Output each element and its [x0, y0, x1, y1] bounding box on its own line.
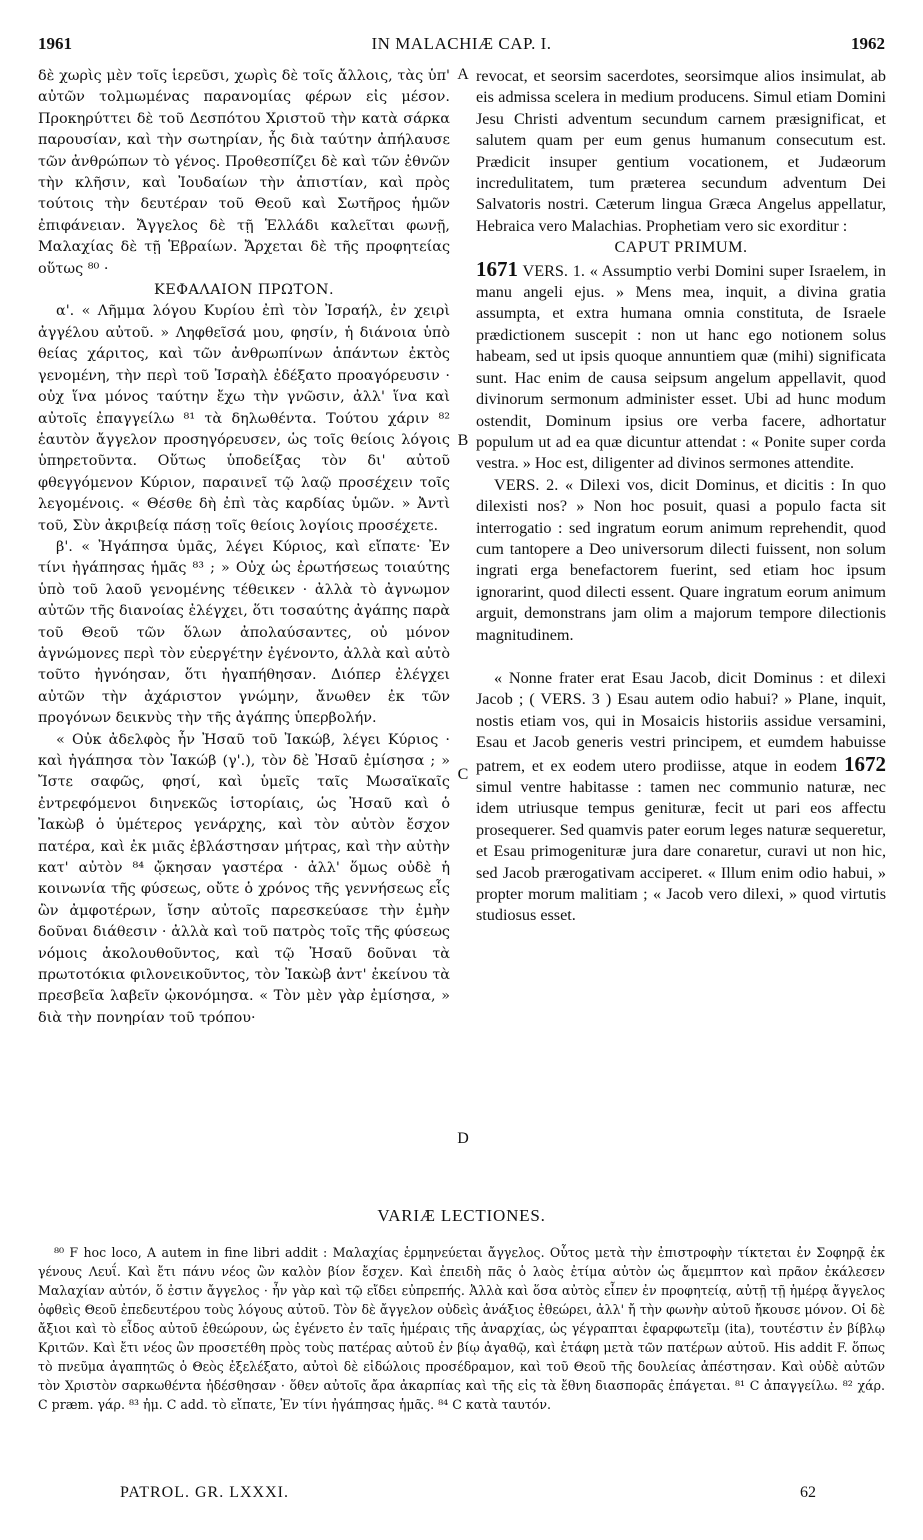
greek-column — [38, 66, 450, 1181]
latin-verse-2-text: « Dilexi vos, dicit Dominus, et dicitis : In quo dilexisti nos? » Non hoc posuit, quasi a populo facta sit interrogatio : sed ingratum eorum animum reprehendit, quod cum tantopere a Deo universorum dilecti fuissent, non solum ingrati erga benefactorem fuerint, sed etiam hoc ipsum ignorarint, quod dilecti essent. Quare ingratum eorum animum arguit, demonstrans jam olim a majorum tempore dilectionis magnitudinem. — [476, 475, 886, 644]
column-number-1671: 1671 — [476, 256, 518, 281]
page-number-left: 1961 — [38, 34, 72, 53]
greek-chapter-heading: ΚΕΦΑΛΑΙΟΝ ΠΡΩΤΟΝ. — [153, 282, 335, 299]
greek-paragraph-verse-3: « Οὐκ ἀδελφὸς ἦν Ἠσαῦ τοῦ Ἰακώβ, λέγει Κύριος · καὶ ἠγάπησα τὸν Ἰακώβ (γ'.), τὸν δὲ Ἠσαῦ ἐμίσησα ; » Ἴστε σαφῶς, φησί, καὶ ὑμεῖς ταῖς Μωσαϊκαῖς ἐντρεφόμενοι διηνεκῶς ἱστορίαις, ὡς Ἠσαῦ καὶ ὁ Ἰακὼβ ὁ ὑμέτερος γενάρχης, καὶ τὸν αὐτὸν ἔσχον πατέρα, καὶ ἐκ μιᾶς ἐβλάστησαν μήτρας, καὶ τὴν αὐτὴν κατ' αὐτὸν ⁸⁴ ᾤκησαν γαστέρα · ἀλλ' ὅμως οὐδὲ ἡ κοινωνία τῆς φύσεως, οὔτε ὁ χρόνος τῆς γεννήσεως εἷς ὢν ἀμφοτέρων, ἴσην αὐτοῖς παρεσκεύασε τὴν ἐμὴν δοῦναι διάθεσιν · ἀλλὰ καὶ τοῦ πατρὸς τοῖς τῆς φύσεως νόμοις ἀκολουθοῦντος, καὶ τῷ Ἠσαῦ δοῦναι τὰ πρωτοτόκια φιλονεικοῦντος, τὸν Ἰακὼβ ἀντ' ἐκείνου τὰ πρεσβεῖα λαβεῖν ᾠκονόμησα. « Τὸν μὲν γὰρ ἐμίσησα, » διὰ τὴν πονηρίαν τοῦ τρόπου· — [38, 731, 450, 1026]
variant-readings-notes — [38, 1243, 885, 1463]
latin-column — [476, 66, 886, 1181]
marker-b: B — [457, 432, 469, 449]
latin-paragraph-verse-1 — [476, 256, 886, 475]
marker-c: C — [457, 766, 469, 783]
marker-d: D — [457, 1130, 469, 1147]
latin-paragraph-intro: revocat, et seorsim sacerdotes, seorsimque alios insimulat, ab eis admissa scelera in medium producens. Simul etiam Domini Jesu Christi adventum secundum carnem præsignificat, et salutem quam per eum genus humanum consecutum est. Prædicit insuper gentium vocationem, et Judæorum incredulitatem, tum præterea secundum adventum Dei Salvatoris nostri. Cæterum lingua Græca Angelus appellatur, Hebraica vero Malachias. Prophetiam vero sic exorditur : — [476, 67, 886, 235]
latin-verse-3-text-a: « Nonne frater erat Esau Jacob, dicit Dominus : et dilexi Jacob ; ( VERS. 3 ) Esau autem odio habui? » Plane, inquit, nostis etiam vos, qui in Mosaicis historiis assidue versamini, Esau et Jacob generis vestri principem, et eumdem habuisse patrem, et ex eodem utero prodiisse, atque in eodem — [476, 668, 886, 775]
greek-paragraph-verse-1: α'. « Λῆμμα λόγου Κυρίου ἐπὶ τὸν Ἰσραήλ, ἐν χειρὶ ἀγγέλου αὐτοῦ. » Ληφθεῖσά μου, φησίν, ἡ διάνοια ὑπὸ θείας χάριτος, καὶ τῶν ἀνθρωπίνων ἁπάντων ἐκτὸς γενομένη, τὴν περὶ τοῦ Ἰσραὴλ ἐδέξατο προαγόρευσιν · οὐχ ἵνα μόνος ταύτην ἔχω τὴν γνῶσιν, ἀλλ' ἵνα καὶ αὐτοῖς ἐπαγγείλω ⁸¹ τὰ δηλωθέντα. Τούτου χάριν ⁸² ἑαυτὸν ἄγγελον προσηγόρευσεν, ὡς τοῖς θείοις λόγοις ὑπηρετοῦντα. Οὕτως ὑποδείξας τὸν δι' αὐτοῦ φθεγγόμενον Κύριον, παραινεῖ τῷ λαῷ προσέχειν τοῖς λεγομένοις. « Θέσθε δὴ ἐπὶ τὰς καρδίας ὑμῶν. » Ἀντὶ τοῦ, Σὺν ἀκριβείᾳ πάσῃ τοῖς θείοις λογίοις προσέχετε. — [38, 303, 450, 534]
verse-label-1: VERS. 1. — [522, 261, 585, 280]
latin-chapter-heading: CAPUT PRIMUM. — [614, 238, 748, 257]
marker-a: A — [457, 66, 469, 83]
column-number-1672: 1672 — [844, 751, 886, 776]
page-header — [38, 34, 885, 56]
greek-paragraph-intro: δὲ χωρὶς μὲν τοῖς ἱερεῦσι, χωρὶς δὲ τοῖς ἄλλοις, τὰς ὑπ' αὐτῶν τολμωμένας παρανομίας φέρων εἰς μέσον. Προκηρύττει δὲ τοῦ Δεσπότου Χριστοῦ τὴν κατὰ σάρκα παρουσίαν, καὶ τὴν σωτηρίαν, ἧς διὰ ταύτην ἀπήλαυσε τῶν ἀνθρώπων τὸ γένος. Προθεσπίζει δὲ καὶ τῶν ἐθνῶν τὴν κλῆσιν, καὶ Ἰουδαίων τὴν ἀπιστίαν, καὶ πρὸς τούτοις τὴν δευτέραν τοῦ Θεοῦ καὶ Σωτῆρος ἡμῶν ἐπιφάνειαν. Ἄγγελος δὲ τῇ Ἑλλάδι καλεῖται φωνῇ, Μαλαχίας δὲ τῇ Ἑβραίων. Ἄρχεται δὲ τῆς προφητείας οὕτως ⁸⁰ · — [38, 68, 450, 277]
latin-verse-3-text-b: simul ventre habitasse : tamen nec communio naturæ, nec idem utriusque tempus genituræ, fecit ut pari eos affectu prosequerer. Sed quamvis pater eorum leges naturæ sequeretur, et Esau primogenituræ jura dare conaretur, curavi ut non hic, sed Jacob prærogativam acciperet. « Illum enim odio habui, » propter morum malitiam ; « Jacob vero dilexi, » quod virtutis studiosus esset. — [476, 778, 886, 925]
running-title: IN MALACHIÆ CAP. I. — [371, 34, 552, 53]
signature-number: 62 — [800, 1484, 816, 1501]
page-footer — [38, 1484, 885, 1506]
variae-lectiones-title: VARIÆ LECTIONES. — [377, 1206, 546, 1225]
latin-paragraph-verse-3 — [476, 668, 886, 927]
latin-verse-1-text: « Assumptio verbi Domini super Israelem, in manu angeli ejus. » Mens mea, inquit, a divina gratia assumpta, et extra humana omnia constituta, de Israele prædictionem suscepit : non ut hanc ego notionem solus habeam, sed ut ipsis quoque annuntiem quæ (mihi) significata sunt. Hac enim de causa seipsum angelum appellavit, quod divinorum sermonum administer esset. Ubi ad hunc modum ostendit, Dominum ipsius ore verba facere, adhortatur populum ut ad ea quæ dicuntur attendat : « Ponite super corda vestra. » Hoc est, diligenter ad divinos sermones attendite. — [476, 261, 886, 473]
series-signature: PATROL. GR. LXXXI. — [120, 1484, 289, 1501]
page-number-right: 1962 — [851, 34, 885, 53]
notes-text: ⁸⁰ F hoc loco, A autem in fine libri addit : Μαλαχίας ἑρμηνεύεται ἄγγελος. Οὗτος μετὰ τὴν ἐπιστροφὴν τίκτεται ἐν Σοφηρᾷ ἐκ γένους Λευΐ. Καὶ ἔτι πάνυ νέος ὢν καλὸν βίον ἔσχεν. Καὶ ἐπειδὴ πᾶς ὁ λαὸς ἐτίμα αὐτὸν ὡς ἄμεμπτον καὶ πρᾶον ἐκάλεσεν Μαλαχίαν αὐτόν, ὅ ἐστιν ἄγγελος · ἦν γὰρ καὶ τῷ εἴδει εὐπρεπής. Ἀλλὰ καὶ ὅσα αὐτὸς εἶπεν ἐν προφητείᾳ, αὐτῇ τῇ ἡμέρᾳ ἄγγελος ὀφθεὶς Θεοῦ ἐπεδευτέρου τοὺς λόγους αὐτοῦ. Τὸν δὲ ἄγγελον οὐδεὶς ἀνάξιος ἐθεώρει, ἀλλ' ἤ τὴν φωνὴν αὐτοῦ ἤκουσε μόνον. Οἱ δὲ ἄξιοι καὶ τὸ εἶδος αὐτοῦ ἐθεώρουν, ὡς ἐγένετο ἐν ταῖς ἡμέραις τῆς ἀναρχίας, ὡς γέγραπται ἐφαρφωτεῖμ (ita), τουτέστιν ἐν βίβλῳ Κριτῶν. Καὶ ἔτι νέος ὢν προσετέθη πρὸς τοὺς πατέρας αὐτοῦ ἐν βίῳ ἀγαθῷ, καὶ ἐτάφη μετὰ τῶν πατέρων αὐτοῦ. His addit F. ὅπως τὸ πνεῦμα ἀγαπητῶς ὁ Θεὸς ἐξελέξατο, αὐτοὶ δὲ εἰδώλοις προσέδραμον, καὶ τοῦ Θεοῦ τῆς δουλείας ἀπέστησαν. Καὶ οὐδὲ αὐτῶν τὸν Χριστὸν σαρκωθέντα ἠδέσθησαν · ὅθεν αὐτοῖς ἄρα ἀκαρπίας καὶ τῆς εἰς τὰ ἔθνη διασπορᾶς ἐπάγεται. ⁸¹ C ἀπαγγείλω. ⁸² χάρ. C præm. γάρ. ⁸³ ἠμ. C add. τὸ εἴπατε, Ἐν τίνι ἠγάπησας ἡμᾶς. ⁸⁴ C κατὰ ταυτόν. — [38, 1245, 885, 1412]
verse-label-2: VERS. 2. — [494, 475, 559, 494]
greek-paragraph-verse-2: β'. « Ἠγάπησα ὑμᾶς, λέγει Κύριος, καὶ εἴπατε· Ἐν τίνι ἠγάπησας ἡμᾶς ⁸³ ; » Οὐχ ὡς ἐρωτήσεως τοιαύτης ὑπὸ τοῦ λαοῦ γενομένης τέθεικεν · ἀλλὰ τὸ ἀγνωμον αὐτῶν τῆς διανοίας ἐλέγχει, ὅτι τοσαύτης ἀγάπης παρὰ τοῦ Θεοῦ τῶν ὅλων ἀπολαύσαντες, οὐ μόνον ἀγνώμονες περὶ τὸν εὐεργέτην ἐγένοντο, ἀλλὰ καὶ αὐτὸ τοῦτο ἠγνόησαν, ὅτι ἠγαπήθησαν. Διόπερ ἐλέγχει αὐτῶν τὴν ἀχάριστον γνώμην, ἄνωθεν ἐκ τῶν προγόνων δεικνὺς τὴν τῆς ἀγάπης ὑπερβολήν. — [38, 538, 450, 727]
latin-paragraph-verse-2 — [476, 475, 886, 646]
